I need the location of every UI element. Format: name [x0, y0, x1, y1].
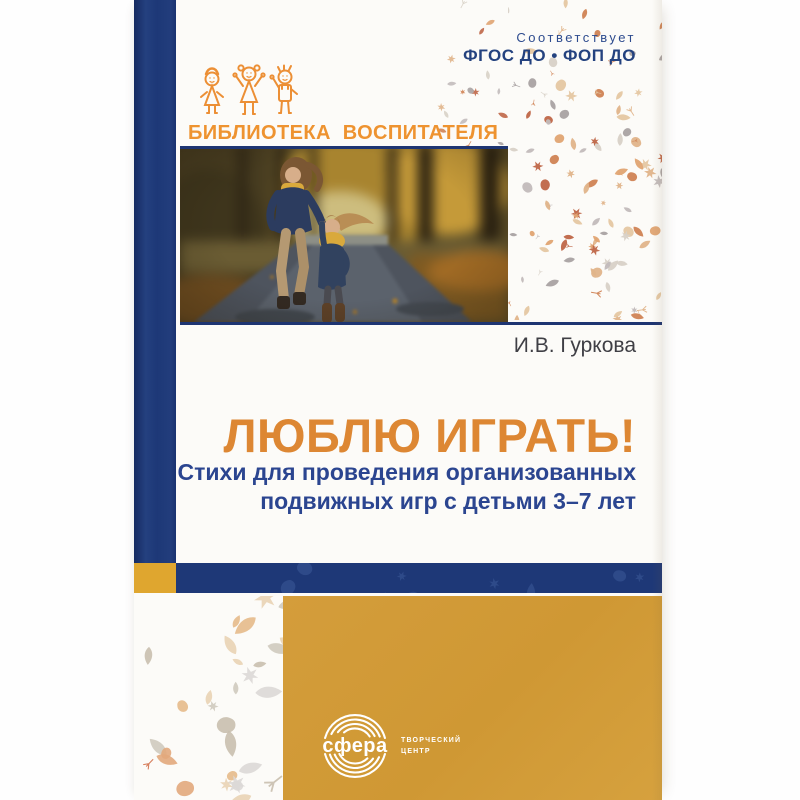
subtitle-line1: Стихи для проведения организованных: [177, 459, 636, 485]
tagline-line2: ЦЕНТР: [401, 748, 431, 755]
subtitle-line2: подвижных игр с детьми 3–7 лет: [260, 488, 636, 514]
publisher-logo-text: сфера: [322, 734, 388, 757]
publisher-tagline: [401, 735, 461, 757]
compliance-line1: Соответствует: [516, 30, 636, 45]
author-name: И.В. Гуркова: [513, 334, 636, 357]
sfera-rings-logo-icon: [321, 712, 389, 780]
photo-vignette: [180, 149, 508, 322]
publisher-panel: [283, 596, 662, 800]
series-label: БИБЛИОТЕКА ВОСПИТАТЕЛЯ: [188, 122, 499, 144]
three-children-icon: [198, 62, 300, 123]
compliance-line2: ФГОС ДО • ФОП ДО: [463, 46, 636, 65]
tagline-line1: ТВОРЧЕСКИЙ: [401, 737, 462, 744]
photo-divider-rule: [180, 322, 662, 325]
book-cover: [134, 0, 662, 800]
spine-bar: [134, 0, 176, 563]
book-title: ЛЮБЛЮ ИГРАТЬ!: [223, 409, 636, 462]
leaf-pattern-bottom-left: [134, 596, 283, 800]
compliance-note: [463, 30, 636, 66]
cover-edge-shade: [652, 0, 662, 800]
blue-band: [176, 563, 662, 593]
book-subtitle: [178, 458, 636, 516]
spine-accent-square: [134, 563, 176, 593]
